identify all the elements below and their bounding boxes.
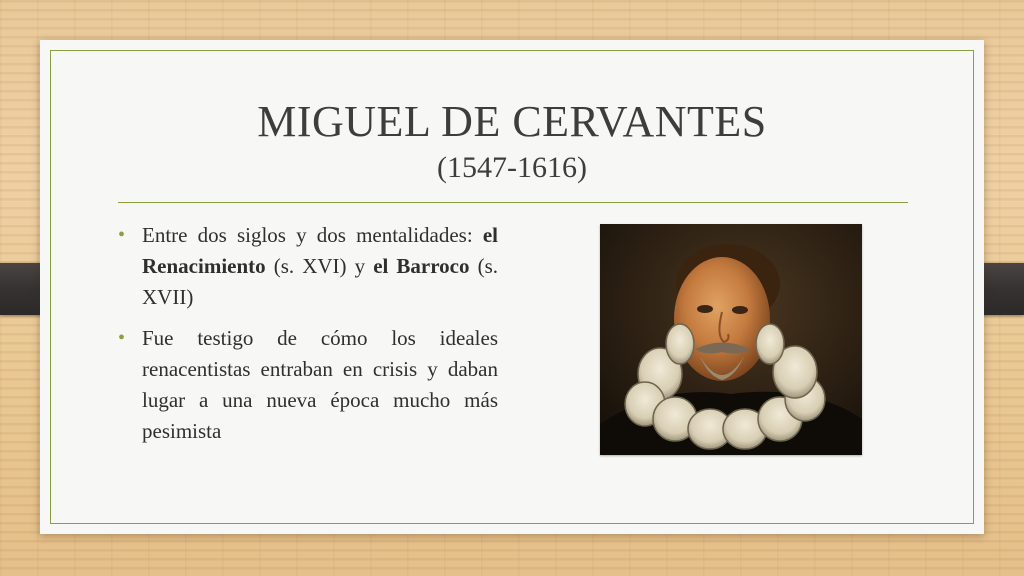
bullet-text: Fue testigo de cómo los ideales renacentistas entraban en crisis y daban lugar a una nueva época mucho más pesimista [142, 326, 498, 443]
bullet-text: Entre dos siglos y dos mentalidades: el Renacimiento (s. XVI) y el Barroco (s. XVII) [142, 223, 499, 309]
title-divider [118, 202, 908, 203]
bullet-item [118, 220, 498, 313]
bullet-list [118, 220, 498, 457]
slide-subtitle: (1547-1616) [437, 151, 587, 184]
portrait-image [600, 224, 862, 455]
bullet-item [118, 323, 498, 447]
slide [40, 40, 984, 534]
bullet-icon: • [118, 224, 126, 246]
slide-title: MIGUEL DE CERVANTES [257, 97, 767, 146]
bullet-icon: • [118, 327, 126, 349]
